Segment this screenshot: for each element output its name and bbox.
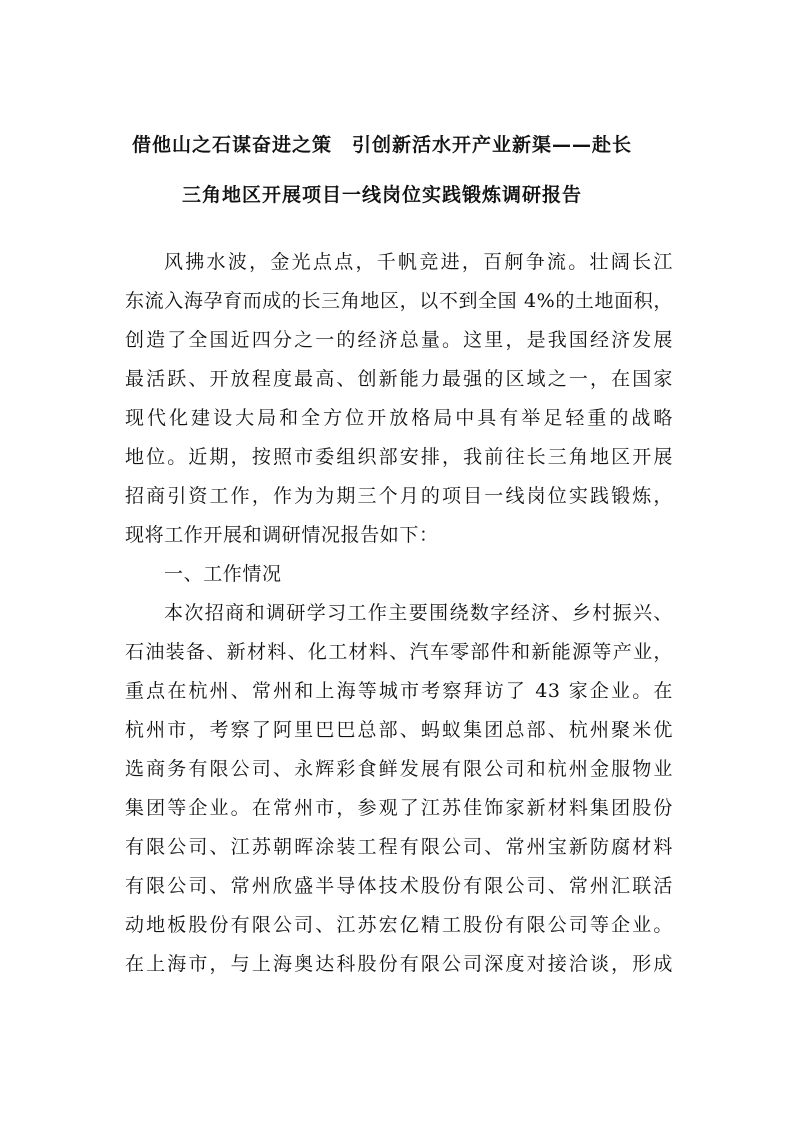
paragraph-line: 选商务有限公司、永辉彩食鲜发展有限公司和杭州金服物业 [125,758,673,780]
paragraph-line: 本次招商和调研学习工作主要围绕数字经济、乡村振兴、 [164,602,673,624]
paragraph-line: 最活跃、开放程度最高、创新能力最强的区域之一，在国家 [125,368,673,390]
paragraph-line: 动地板股份有限公司、江苏宏亿精工股份有限公司等企业。 [125,914,673,936]
paragraph-line: 杭州市，考察了阿里巴巴总部、蚂蚁集团总部、杭州聚米优 [125,719,673,741]
paragraph-line: 集团等企业。在常州市，参观了江苏佳饰家新材料集团股份 [125,797,673,819]
paragraph-line: 创造了全国近四分之一的经济总量。这里，是我国经济发展 [125,329,673,351]
paragraph-line: 重点在杭州、常州和上海等城市考察拜访了 43 家企业。在 [125,680,673,702]
section-heading: 一、工作情况 [164,563,282,585]
paragraph-line: 招商引资工作，作为为期三个月的项目一线岗位实践锻炼， [125,485,673,507]
paragraph-line: 在上海市，与上海奥达科股份有限公司深度对接洽谈，形成 [125,953,673,975]
paragraph-line: 石油装备、新材料、化工材料、汽车零部件和新能源等产业， [125,641,673,663]
document-title-line-2: 三角地区开展项目一线岗位实践锻炼调研报告 [182,184,583,206]
paragraph-line: 有限公司、江苏朝晖涂装工程有限公司、常州宝新防腐材料 [125,836,673,858]
paragraph-line: 东流入海孕育而成的长三角地区，以不到全国 4%的土地面积， [125,290,673,312]
document-title-line-1: 借他山之石谋奋进之策 引创新活水开产业新渠——赴长 [132,134,633,156]
paragraph-line: 风拂水波，金光点点，千帆竞进，百舸争流。壮阔长江 [164,251,673,273]
paragraph-line: 现代化建设大局和全方位开放格局中具有举足轻重的战略 [125,407,673,429]
paragraph-line: 地位。近期，按照市委组织部安排，我前往长三角地区开展 [125,446,673,468]
paragraph-line: 有限公司、常州欣盛半导体技术股份有限公司、常州汇联活 [125,875,673,897]
paragraph-line: 现将工作开展和调研情况报告如下： [125,524,439,546]
